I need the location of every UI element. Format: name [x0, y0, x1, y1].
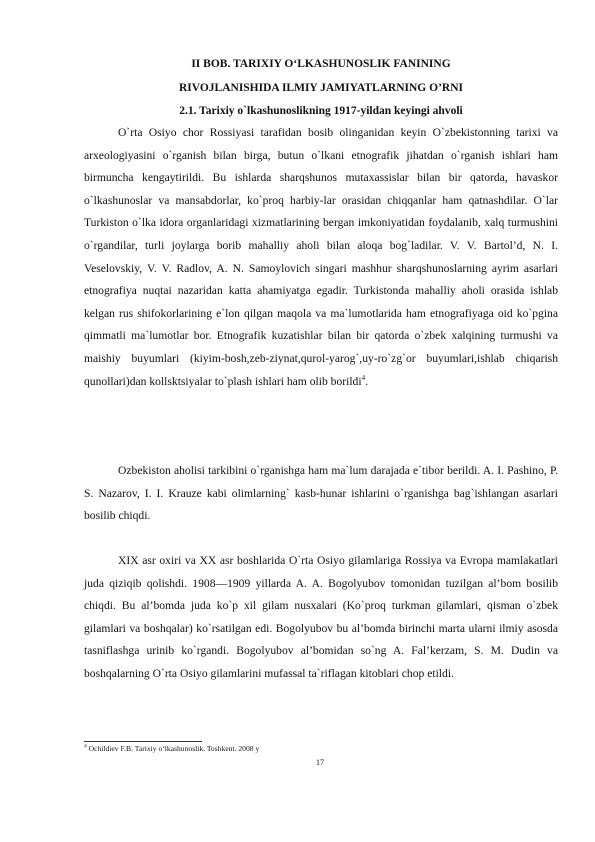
page-number: 17	[316, 758, 324, 767]
paragraph-1-text: O`rta Osiyo chor Rossiyasi tarafidan bosib olinganidan keyin O`zbekistonning tarixi va arxeologiyasini o`rganish bilan birga, butun o`lkani etnografik jihatdan o`rganish ishlari ham birmuncha kengaytirildi. Bu ishlarda sharqshunos mutaxassislar bilan bir qatorda, havaskor o`lkashunoslar va mansabdorlar, ko`proq harbiy-lar orasidan chiqqanlar ham qatnashdilar. O`lar Turkiston o`lka idora organlaridagi xizmatlarining bergan imkoniyatidan foydalanib, xalq turmushini o`rgandilar, turli joylarga borib mahalliy aholi bilan aloqa bog`ladilar. V. V. Bartol’d, N. I. Veselovskiy, V. V. Radlov, A. N. Samoylovich singari mashhur sharqshunoslarning ayrim asarlari etnografiya nuqtai nazaridan katta ahamiyatga egadir. Turkistonda mahalliy aholi orasida ishlab kelgan rus shifokorlarining e`lon qilgan maqola va ma`lumotlarida ham etnografiyaga oid ko`pgina qimmatli ma`lumotlar bor. Etnografik kuzatishlar bilan bir qatorda o`zbek xalqining turmushi va maishiy buyumlari (kiyim-bosh,zeb-ziynat,qurol-yarog`,uy-ro`zg`or buyumlari,ishlab chiqarish qunollari)dan kollsktsiyalar to`plash ishlari ham olib borildi	[84, 126, 558, 388]
chapter-subtitle: RIVOJLANISHIDA ILMIY JAMIYATLARNING O’RNI	[178, 82, 463, 94]
paragraph-2: Ozbekiston aholisi tarkibini o`rganishga ham ma`lum darajada e`tibor berildi. A. I. Pashino, P. S. Nazarov, I. I. Krauze kabi olimlarning` kasb-hunar ishlarini o`rganishga bag`ishlangan asarlari bosilib chiqdi.	[84, 464, 558, 523]
section-title: 2.1. Tarixiy o`lkashunoslikning 1917-yildan keyingi ahvoli	[179, 105, 463, 117]
chapter-title: II BOB. TARIXIY O‘LKASHUNOSLIK FANINING	[191, 58, 451, 70]
footnote-separator	[84, 741, 202, 742]
paragraph-1	[84, 122, 558, 393]
footnote-mark: 4	[84, 743, 87, 750]
paragraph-3: XIX asr oxiri va XX asr boshlarida O`rta Osiyo gilamlariga Rossiya va Evropa mamlakatlari juda qiziqib qolishdi. 1908—1909 yillarda A. A. Bogolyubov tomonidan tuzilgan al’bom bosilib chiqdi. Bu al’bomda juda ko`p xil gilam nusxalari (Ko`proq turkman gilamlari, qisman o`zbek gilamlari va boshqalar) ko`rsatilgan edi. Bogolyubov bu al’bomda birinchi marta ularni ilmiy asosda tasniflashga urinib ko`rgandi. Bogolyubov al’bomidan so`ng A. Fal’kerzam, S. M. Dudin va boshqalarning O`rta Osiyo gilamlarini mufassal ta`riflagan kitoblari chop etildi.	[84, 554, 558, 680]
footnote	[84, 744, 259, 754]
footnote-reference[interactable]: 4	[361, 373, 366, 382]
paragraph-1-end: .	[365, 374, 368, 388]
footnote-text: Ochildiev F.B. Tarixiy o‘lkashunoslik. Toshkent. 2008 y	[86, 744, 260, 753]
